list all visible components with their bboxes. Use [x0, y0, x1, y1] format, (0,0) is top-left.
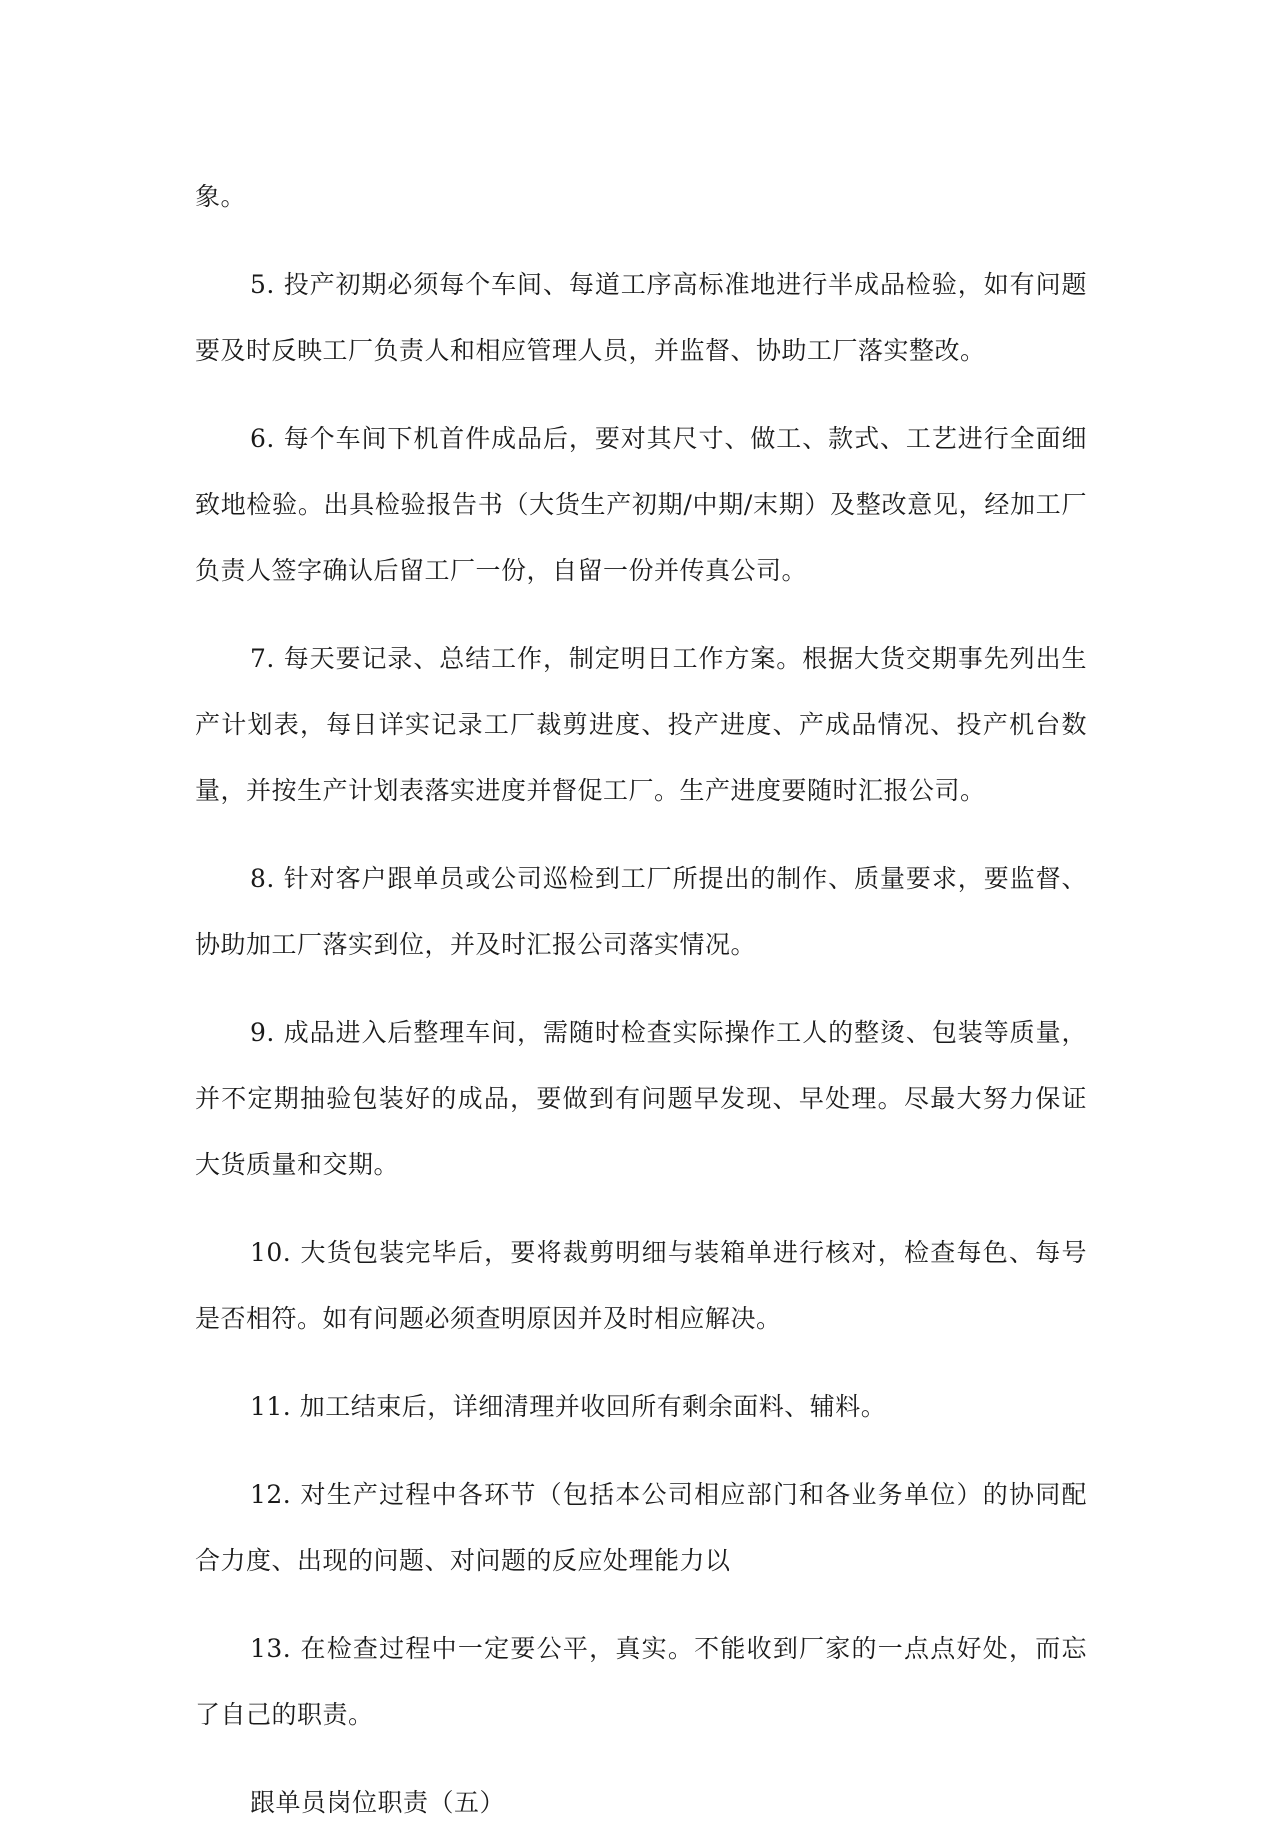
paragraph-item-6: 6. 每个车间下机首件成品后，要对其尺寸、做工、款式、工艺进行全面细致地检验。出具检验报告书（大货生产初期/中期/末期）及整改意见，经加工厂负责人签字确认后留工厂一份，自留一份并传真公司。 [195, 424, 1087, 585]
paragraph-item-13: 13. 在检查过程中一定要公平，真实。不能收到厂家的一点点好处，而忘了自己的职责。 [195, 1634, 1087, 1729]
paragraph-item-8: 8. 针对客户跟单员或公司巡检到工厂所提出的制作、质量要求，要监督、协助加工厂落实到位，并及时汇报公司落实情况。 [195, 864, 1087, 959]
document-body [195, 164, 1087, 1836]
paragraph-item-10: 10. 大货包装完毕后，要将裁剪明细与装箱单进行核对，检查每色、每号是否相符。如有问题必须查明原因并及时相应解决。 [195, 1238, 1087, 1333]
paragraph-item-12: 12. 对生产过程中各环节（包括本公司相应部门和各业务单位）的协同配合力度、出现的问题、对问题的反应处理能力以 [195, 1480, 1087, 1575]
paragraph-item-11: 11. 加工结束后，详细清理并收回所有剩余面料、辅料。 [250, 1392, 887, 1421]
paragraph-continuation: 象。 [195, 182, 247, 211]
section-heading: 跟单员岗位职责（五） [250, 1788, 506, 1817]
paragraph-item-9: 9. 成品进入后整理车间，需随时检查实际操作工人的整烫、包装等质量，并不定期抽验包装好的成品，要做到有问题早发现、早处理。尽最大努力保证大货质量和交期。 [195, 1018, 1087, 1179]
paragraph-item-7: 7. 每天要记录、总结工作，制定明日工作方案。根据大货交期事先列出生产计划表，每日详实记录工厂裁剪进度、投产进度、产成品情况、投产机台数量，并按生产计划表落实进度并督促工厂。生产进度要随时汇报公司。 [195, 644, 1087, 805]
paragraph-item-5: 5. 投产初期必须每个车间、每道工序高标准地进行半成品检验，如有问题要及时反映工厂负责人和相应管理人员，并监督、协助工厂落实整改。 [195, 270, 1087, 365]
